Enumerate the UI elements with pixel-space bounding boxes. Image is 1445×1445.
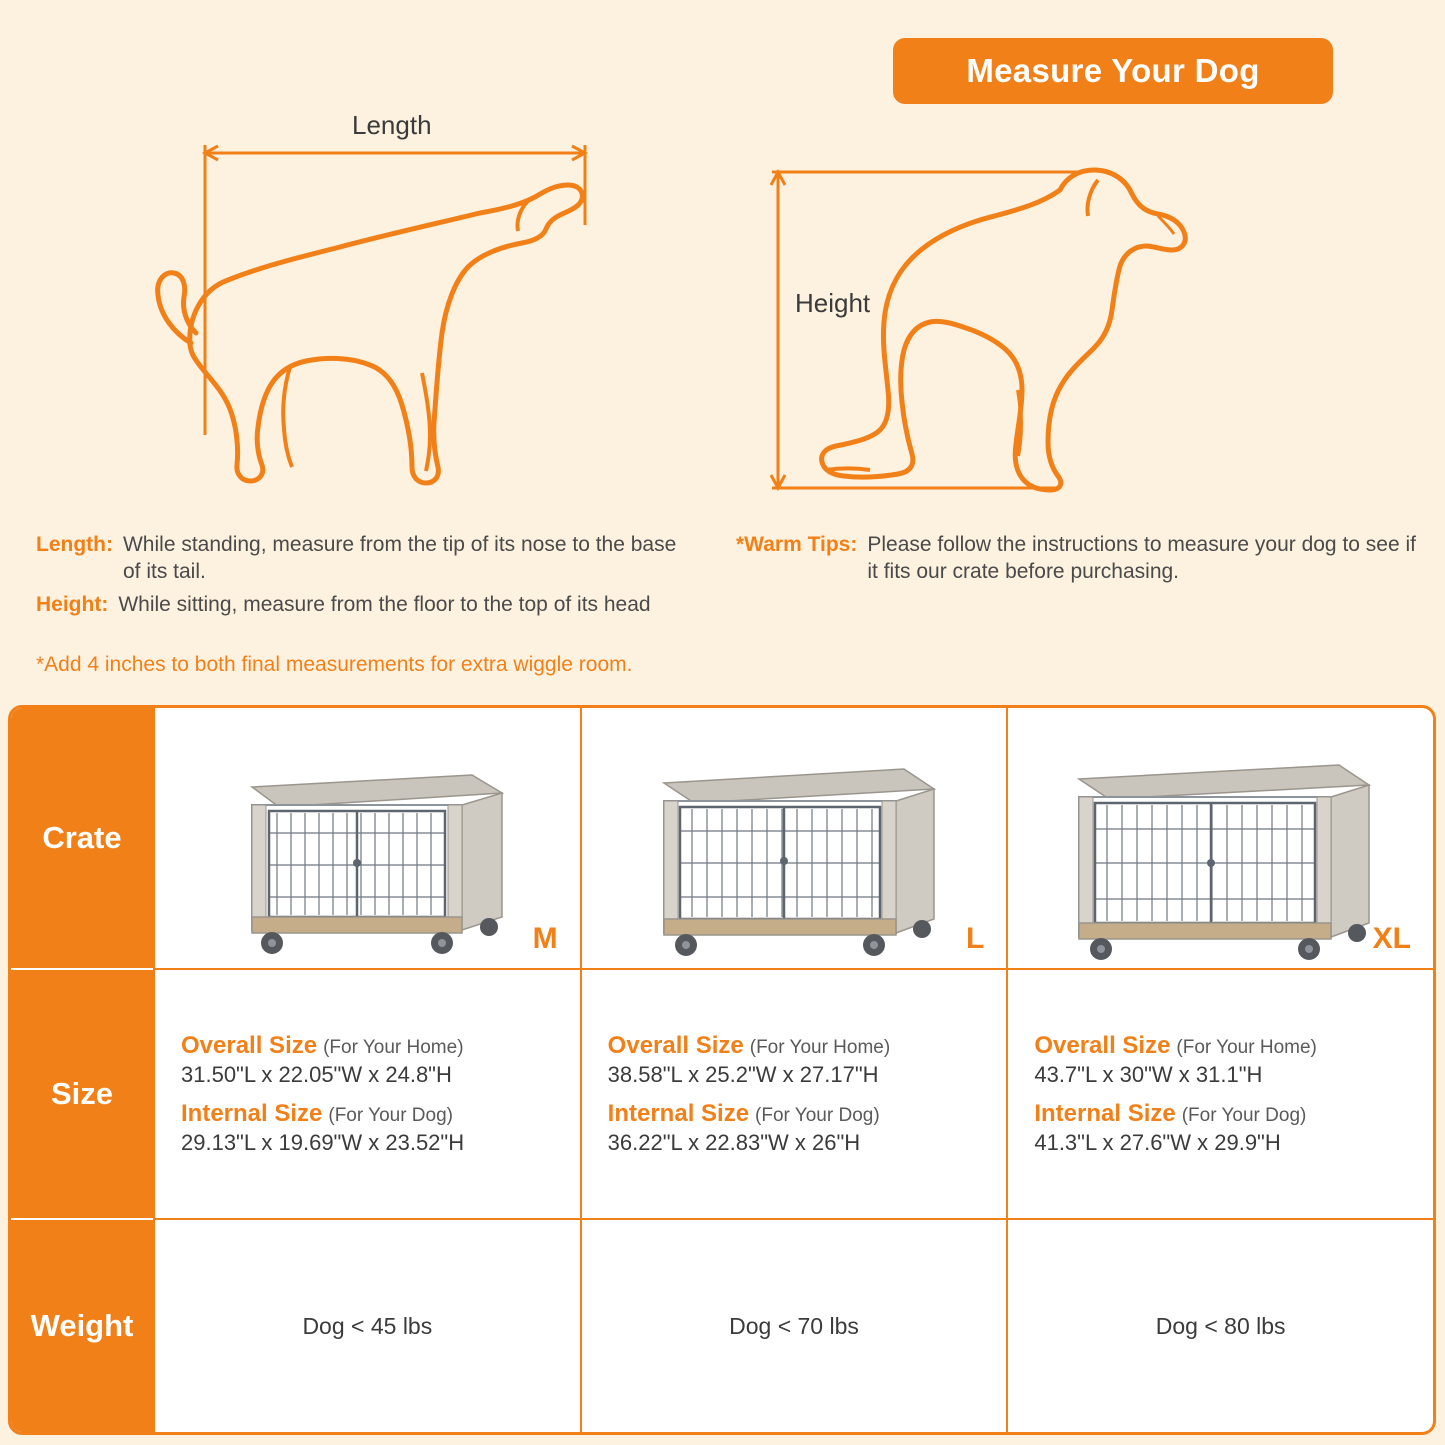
table-row-size: [11, 970, 1433, 1220]
overall-size-sub-m: (For Your Home): [323, 1037, 464, 1058]
height-instruction-text: While sitting, measure from the floor to the top of its head: [118, 592, 651, 616]
sitting-dog-illustration: [760, 150, 1240, 510]
measurement-instructions: [36, 532, 696, 625]
overall-size-label-m: Overall Size: [181, 1032, 318, 1059]
crate-image-l: [634, 747, 954, 962]
crate-image-m: [217, 747, 517, 962]
height-dimension-label: Height: [795, 288, 871, 318]
length-instruction-key: Length:: [36, 533, 113, 556]
internal-size-value-xl: 41.3"L x 27.6"W x 29.9"H: [1034, 1130, 1281, 1155]
overall-size-label-l: Overall Size: [607, 1032, 744, 1059]
weight-cell-l: Dog < 70 lbs: [580, 1220, 1007, 1432]
overall-size-label-xl: Overall Size: [1034, 1032, 1171, 1059]
internal-size-value-m: 29.13"L x 19.69"W x 23.52"H: [181, 1130, 465, 1155]
badge-label: Measure Your Dog: [966, 52, 1260, 89]
overall-size-value-xl: 43.7"L x 30"W x 31.1"H: [1034, 1062, 1263, 1087]
overall-size-sub-xl: (For Your Home): [1176, 1037, 1317, 1058]
crate-specification-table: [8, 705, 1436, 1435]
overall-size-value-m: 31.50"L x 22.05"W x 24.8"H: [181, 1062, 452, 1087]
overall-size-heading-l: [608, 1032, 989, 1060]
wiggle-room-note: *Add 4 inches to both final measurements for extra wiggle room.: [36, 653, 633, 676]
warm-tips: [736, 532, 1426, 592]
measure-your-dog-badge: [893, 38, 1333, 104]
length-dimension-label: Length: [352, 110, 432, 140]
weight-cell-xl: Dog < 80 lbs: [1006, 1220, 1433, 1432]
table-row-weight: [11, 1220, 1433, 1432]
warm-tips-text: Please follow the instructions to measure your dog to see if it fits our crate before purchasing.: [867, 533, 1416, 583]
crate-cell-xl: [1006, 708, 1433, 970]
size-tag-l: L: [966, 922, 985, 955]
internal-size-sub-l: (For Your Dog): [755, 1105, 880, 1126]
crate-cell-m: [153, 708, 580, 970]
overall-size-heading-m: [181, 1032, 562, 1060]
weight-cell-m: Dog < 45 lbs: [153, 1220, 580, 1432]
internal-size-label-m: Internal Size: [181, 1100, 323, 1127]
internal-size-heading-l: [608, 1100, 989, 1128]
row-header-weight: Weight: [11, 1220, 153, 1432]
internal-size-heading-m: [181, 1100, 562, 1128]
internal-size-heading-xl: [1034, 1100, 1415, 1128]
sitting-dog-outline-svg: [760, 150, 1240, 510]
height-instruction-key: Height:: [36, 592, 109, 616]
crate-image-xl: [1051, 747, 1391, 962]
size-cell-m: [153, 970, 580, 1220]
standing-dog-illustration: [150, 105, 620, 505]
internal-size-value-l: 36.22"L x 22.83"W x 26"H: [607, 1130, 861, 1155]
length-instruction-text: While standing, measure from the tip of its nose to the base of its tail.: [122, 533, 677, 583]
overall-size-sub-l: (For Your Home): [749, 1037, 891, 1058]
size-tag-xl: XL: [1372, 922, 1412, 955]
size-cell-l: [580, 970, 1007, 1220]
warm-tips-row: [736, 532, 1426, 586]
table-row-crate: [11, 708, 1433, 970]
size-tag-m: M: [532, 922, 558, 955]
internal-size-label-xl: Internal Size: [1034, 1100, 1176, 1127]
row-header-size: Size: [11, 970, 153, 1220]
overall-size-heading-xl: [1034, 1032, 1415, 1060]
internal-size-sub-xl: (For Your Dog): [1181, 1105, 1307, 1126]
internal-size-sub-m: (For Your Dog): [328, 1105, 453, 1126]
internal-size-label-l: Internal Size: [607, 1100, 750, 1127]
row-header-crate: Crate: [11, 708, 153, 970]
size-cell-xl: [1006, 970, 1433, 1220]
warm-tips-key: *Warm Tips:: [736, 533, 858, 556]
height-instruction-row: [36, 592, 696, 619]
overall-size-value-l: 38.58"L x 25.2"W x 27.17"H: [607, 1062, 879, 1087]
length-instruction-row: [36, 532, 696, 586]
crate-cell-l: [580, 708, 1007, 970]
standing-dog-outline-svg: [150, 105, 620, 505]
